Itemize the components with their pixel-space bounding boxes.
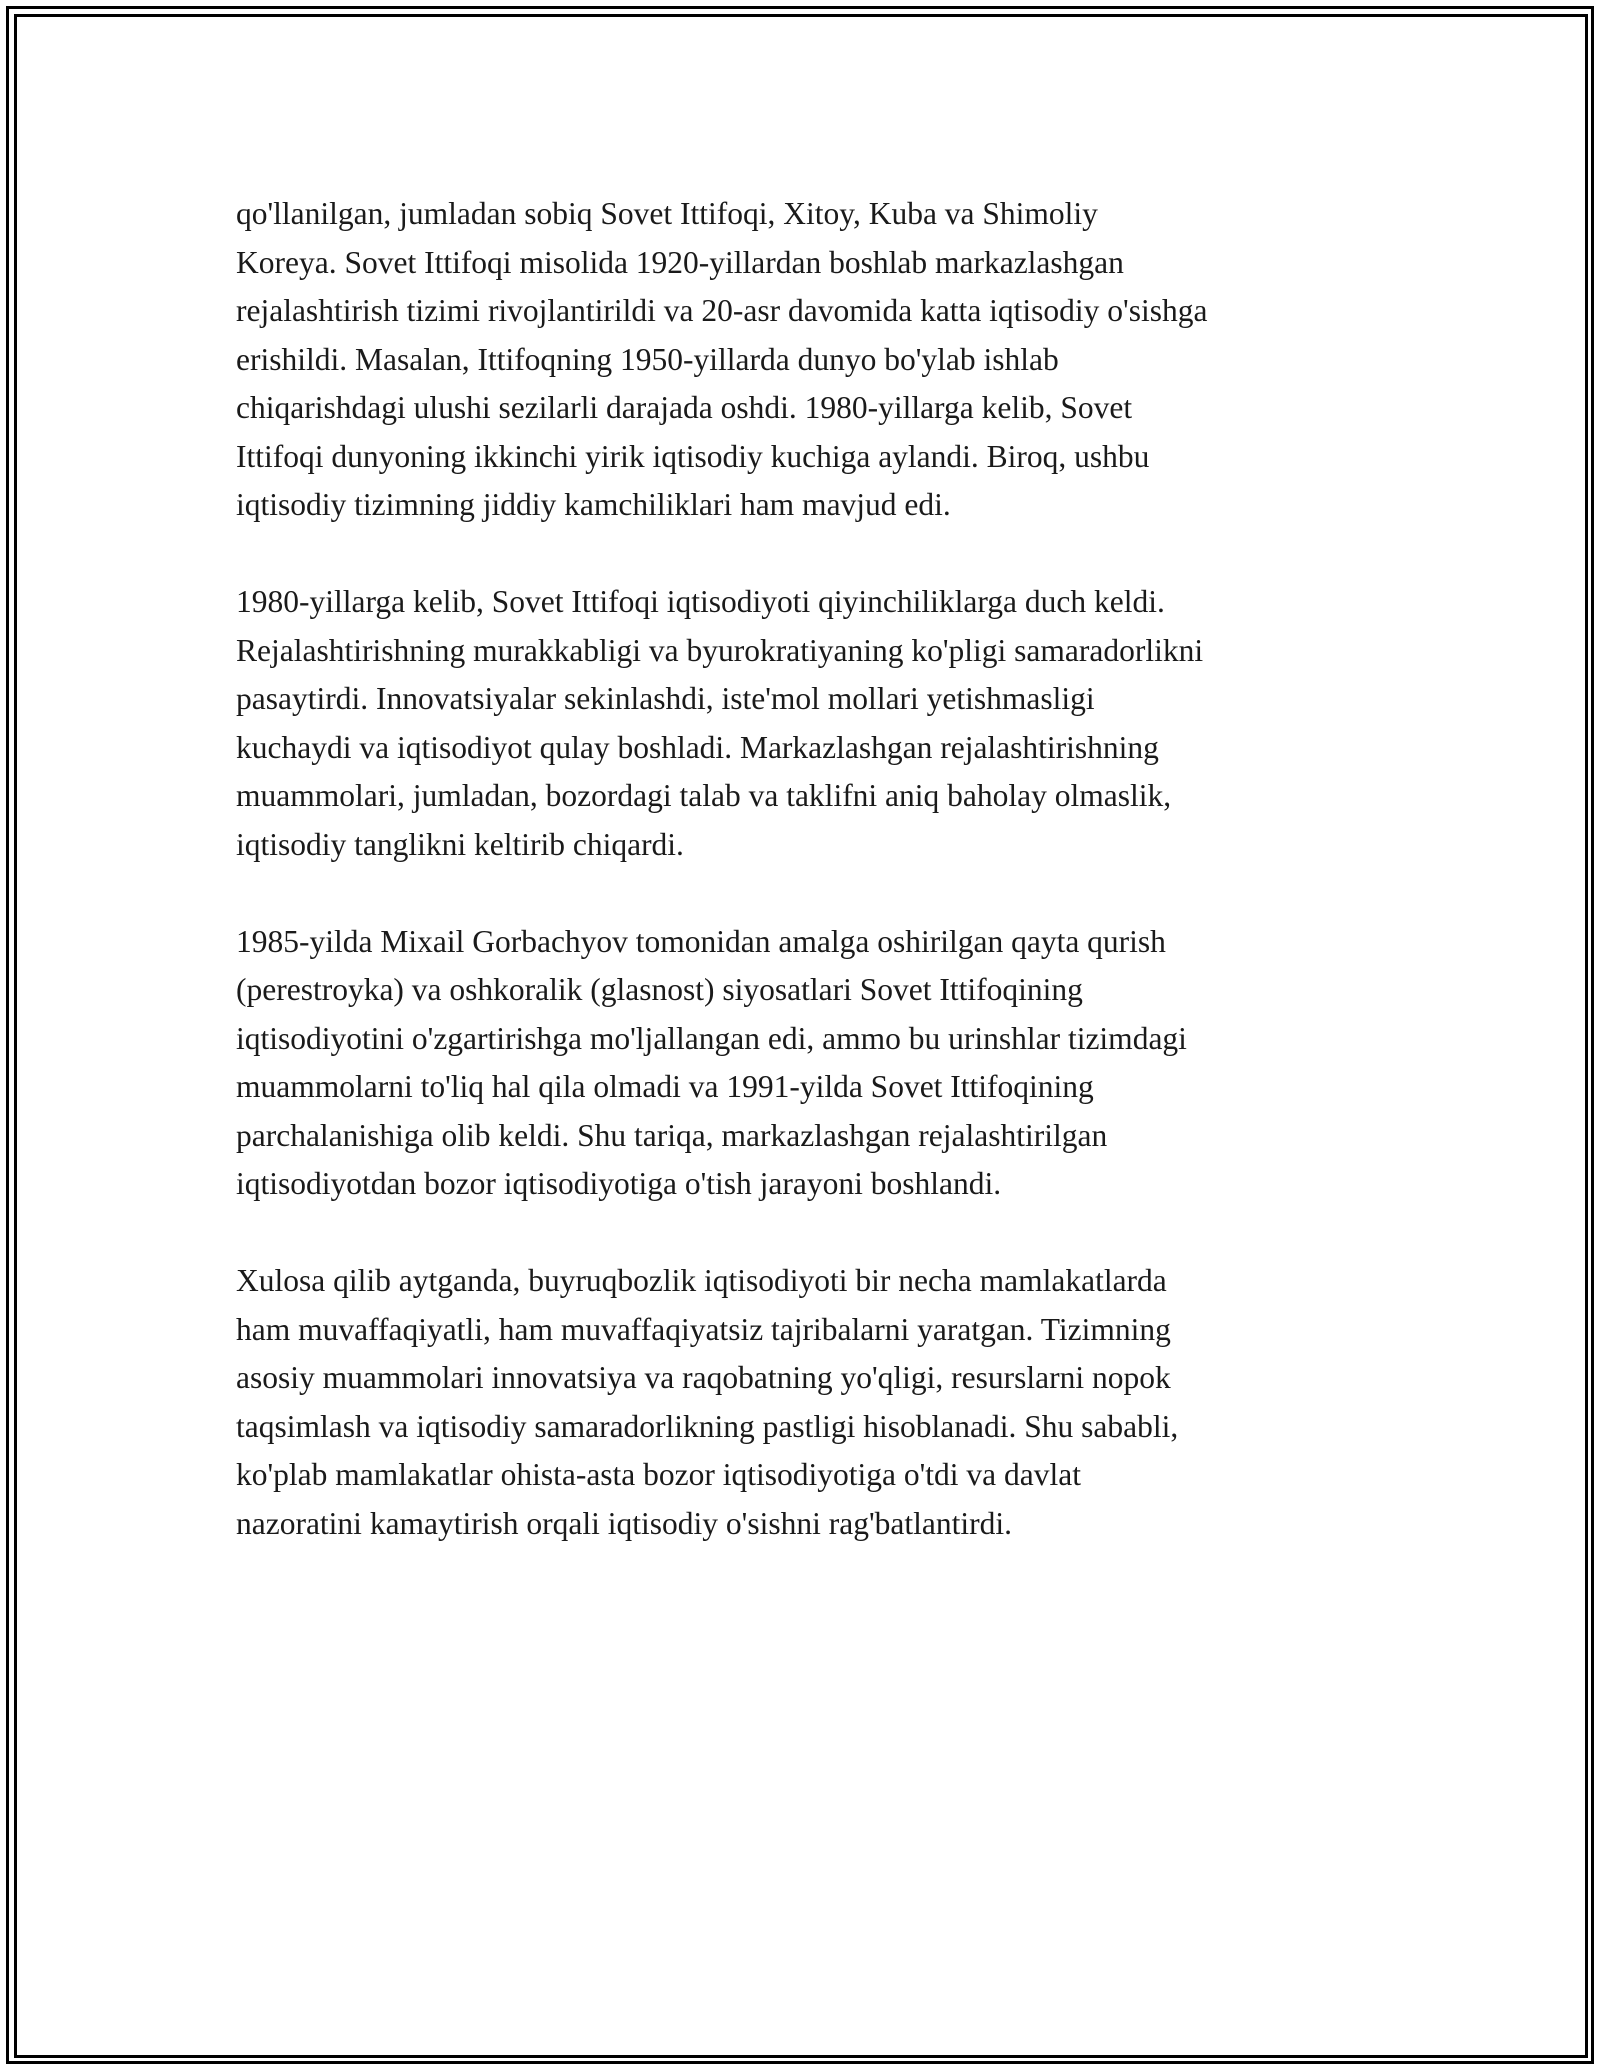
text-line: Xulosa qilib aytganda, buyruqbozlik iqtisodiyoti bir necha mamlakatlarda — [236, 1263, 1167, 1298]
paragraph-4 — [236, 1257, 1376, 1548]
text-line: 1980-yillarga kelib, Sovet Ittifoqi iqtisodiyoti qiyinchiliklarga duch keldi. — [236, 584, 1165, 619]
text-line: parchalanishiga olib keldi. Shu tariqa, markazlashgan rejalashtirilgan — [236, 1117, 1108, 1153]
text-line: (perestroyka) va oshkoralik (glasnost) siyosatlari Sovet Ittifoqining — [236, 972, 1083, 1007]
text-line: Rejalashtirishning murakkabligi va byurokratiyaning ko'pligi samaradorlikni — [236, 632, 1204, 668]
text-line: 1985-yilda Mixail Gorbachyov tomonidan amalga oshirilgan qayta qurish — [236, 923, 1166, 959]
text-line: erishildi. Masalan, Ittifoqning 1950-yillarda dunyo bo'ylab ishlab — [236, 341, 1059, 377]
paragraph-3 — [236, 918, 1376, 1209]
text-line: iqtisodiy tizimning jiddiy kamchiliklari ham mavjud edi. — [236, 487, 951, 522]
text-line: nazoratini kamaytirish orqali iqtisodiy o'sishni rag'batlantirdi. — [236, 1505, 1012, 1541]
text-line: iqtisodiy tanglikni keltirib chiqardi. — [236, 826, 684, 862]
text-line: pasaytirdi. Innovatsiyalar sekinlashdi, iste'mol mollari yetishmasligi — [236, 681, 1095, 716]
text-line: iqtisodiyotdan bozor iqtisodiyotiga o'tish jarayoni boshlandi. — [236, 1166, 1002, 1201]
text-line: Ittifoqi dunyoning ikkinchi yirik iqtisodiy kuchiga aylandi. Biroq, ushbu — [236, 438, 1150, 474]
document-body — [236, 190, 1376, 1597]
text-line: rejalashtirish tizimi rivojlantirildi va 20-asr davomida katta iqtisodiy o'sishga — [236, 293, 1208, 328]
text-line: ham muvaffaqiyatli, ham muvaffaqiyatsiz tajribalarni yaratgan. Tizimning — [236, 1311, 1171, 1347]
text-line: muammolari, jumladan, bozordagi talab va taklifni aniq baholay olmaslik, — [236, 778, 1172, 813]
text-line: chiqarishdagi ulushi sezilarli darajada oshdi. 1980-yillarga kelib, Sovet — [236, 390, 1133, 425]
text-line: Koreya. Sovet Ittifoqi misolida 1920-yillardan boshlab markazlashgan — [236, 244, 1124, 280]
text-line: iqtisodiyotini o'zgartirishga mo'ljallangan edi, ammo bu urinshlar tizimdagi — [236, 1020, 1187, 1056]
text-line: ko'plab mamlakatlar ohista-asta bozor iqtisodiyotiga o'tdi va davlat — [236, 1457, 1082, 1492]
text-line: taqsimlash va iqtisodiy samaradorlikning pastligi hisoblanadi. Shu sababli, — [236, 1408, 1179, 1444]
paragraph-1 — [236, 190, 1376, 530]
paragraph-2 — [236, 578, 1376, 869]
text-line: qo'llanilgan, jumladan sobiq Sovet Ittifoqi, Xitoy, Kuba va Shimoliy — [236, 196, 1098, 231]
text-line: muammolarni to'liq hal qila olmadi va 1991-yilda Sovet Ittifoqining — [236, 1069, 1094, 1104]
text-line: asosiy muammolari innovatsiya va raqobatning yo'qligi, resurslarni nopok — [236, 1360, 1171, 1395]
text-line: kuchaydi va iqtisodiyot qulay boshladi. Markazlashgan rejalashtirishning — [236, 729, 1159, 765]
